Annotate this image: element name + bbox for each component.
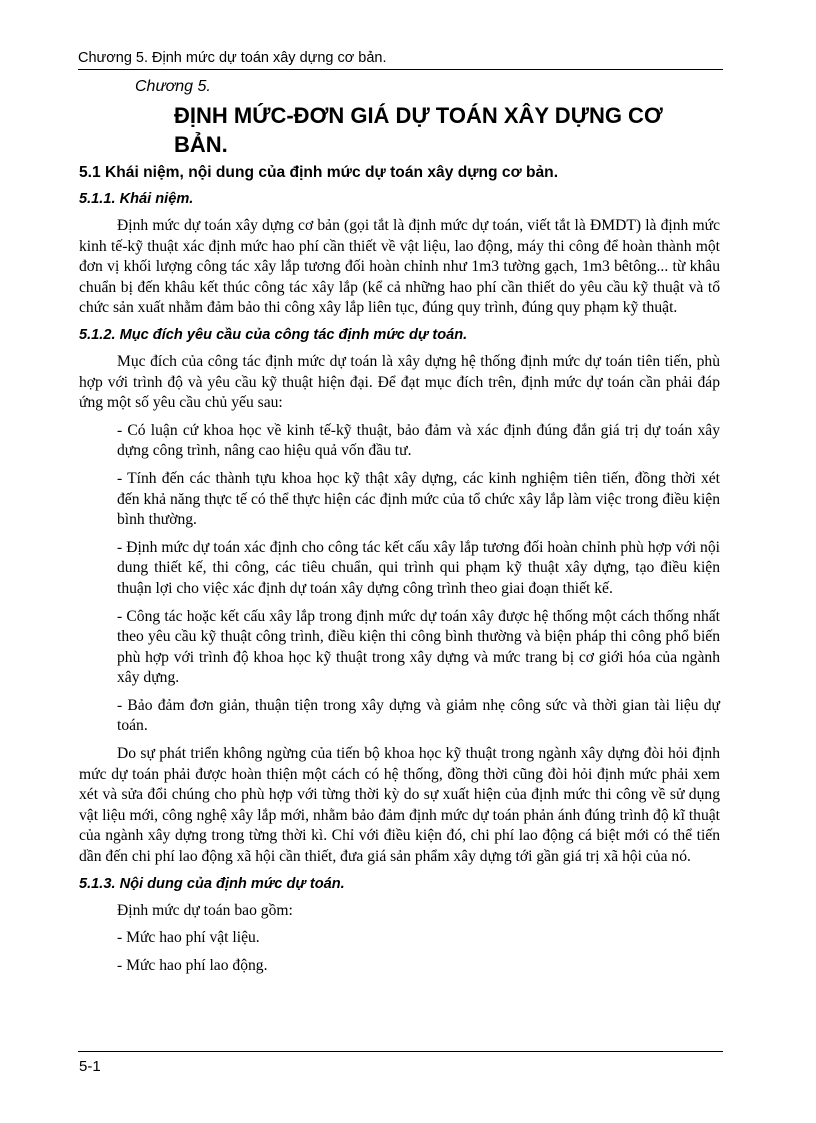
paragraph-purpose-closing: Do sự phát triển không ngừng của tiến bộ khoa học kỹ thuật trong ngành xây dựng đòi hỏi định mức dự toán phải được hoàn thiện một cách có hệ thống, đồng thời cũng đòi hỏi định mức phải xem xét và sửa đổi chúng cho phù hợp với từng thời kỳ do sự xuất hiện của định mức thi công về sử dụng vật liệu mới, công nghệ xây lắp mới, nhằm bảo đảm định mức dự toán phản ánh đúng trình độ kĩ thuật của ngành xây dựng trong từng thời kì. Chỉ với điều kiện đó, chi phí lao động cá biệt mới có thể tiến dần đến chi phí lao động xã hội cần thiết, đưa giá sản phẩm xây dựng tới gần giá trị xã hội của nó.	[79, 745, 720, 866]
document-body	[79, 163, 720, 983]
requirement-item: - Định mức dự toán xác định cho công tác kết cấu xây lắp tương đối hoàn chỉnh phù hợp với nội dung thiết kế, thi công, các tiêu chuẩn, qui trình qui phạm kỹ thuật xây dựng, tạo điều kiện thuận lợi cho việc xác định dự toán xây dựng công trình theo giai đoạn thiết kế.	[117, 538, 720, 597]
requirement-item: - Tính đến các thành tựu khoa học kỹ thật xây dựng, các kinh nghiệm tiên tiến, đồng thời xét đến khả năng thực tế có thể thực hiện các định mức của tổ chức xây lắp làm việc trong điều kiện bình thường.	[117, 469, 720, 529]
paragraph-definition: Định mức dự toán xây dựng cơ bản (gọi tắt là định mức dự toán, viết tắt là ĐMDT) là định mức kinh tế-kỹ thuật xác định mức hao phí cần thiết về vật liệu, lao động, máy thi công để hoàn thành một đơn vị khối lượng công tác xây lắp tương đối hoàn chỉnh như 1m3 tường gạch, 1m3 bêtông... từ khâu chuẩn bị đến khâu kết thúc công tác xây lắp (kể cả những hao phí cần thiết do yêu cầu kỹ thuật và tổ chức sản xuất nhằm đảm bảo thi công xây lắp liên tục, đúng quy trình, đúng quy phạm kỹ thuật.	[79, 217, 720, 317]
footer-divider	[78, 1051, 723, 1052]
section-heading-5-1: 5.1 Khái niệm, nội dung của định mức dự toán xây dựng cơ bản.	[79, 164, 559, 181]
section-heading-5-1-2: 5.1.2. Mục đích yêu cầu của công tác định mức dự toán.	[79, 326, 468, 343]
paragraph-purpose-intro: Mục đích của công tác định mức dự toán là xây dựng hệ thống định mức dự toán tiên tiến, phù hợp với trình độ và yêu cầu kỹ thuật hiện đại. Để đạt mục đích trên, định mức dự toán cần phải đáp ứng một số yêu cầu chủ yếu sau:	[79, 352, 720, 412]
chapter-title: ĐỊNH MỨC-ĐƠN GIÁ DỰ TOÁN XÂY DỰNG CƠ BẢN.	[174, 103, 663, 157]
section-heading-5-1-1: 5.1.1. Khái niệm.	[79, 191, 194, 207]
content-item: - Mức hao phí lao động.	[117, 956, 268, 974]
chapter-label: Chương 5.	[135, 78, 211, 95]
running-header: Chương 5. Định mức dự toán xây dựng cơ bản.	[78, 50, 387, 66]
header-divider	[78, 69, 723, 70]
page-number: 5-1	[79, 1058, 101, 1075]
requirement-item: - Bảo đảm đơn giản, thuận tiện trong xây dựng và giảm nhẹ công sức và thời gian tài liệu dự toán.	[117, 696, 720, 735]
section-heading-5-1-3: 5.1.3. Nội dung của định mức dự toán.	[79, 875, 345, 892]
content-item: - Mức hao phí vật liệu.	[117, 929, 260, 947]
content-intro: Định mức dự toán bao gồm:	[117, 901, 293, 919]
requirement-item: - Công tác hoặc kết cấu xây lắp trong định mức dự toán xây được hệ thống một cách thống nhất theo yêu cầu kỹ thuật công trình, điều kiện thi công bình thường và biện pháp thi công phổ biến phù hợp với trình độ khoa học kỹ thuật trong xây dựng và mức trang bị cơ giới hóa của ngành xây dựng.	[117, 607, 720, 687]
requirement-item: - Có luận cứ khoa học về kinh tế-kỹ thuật, bảo đảm và xác định đúng đắn giá trị dự toán xây dựng công trình, nâng cao hiệu quả vốn đầu tư.	[117, 421, 720, 460]
